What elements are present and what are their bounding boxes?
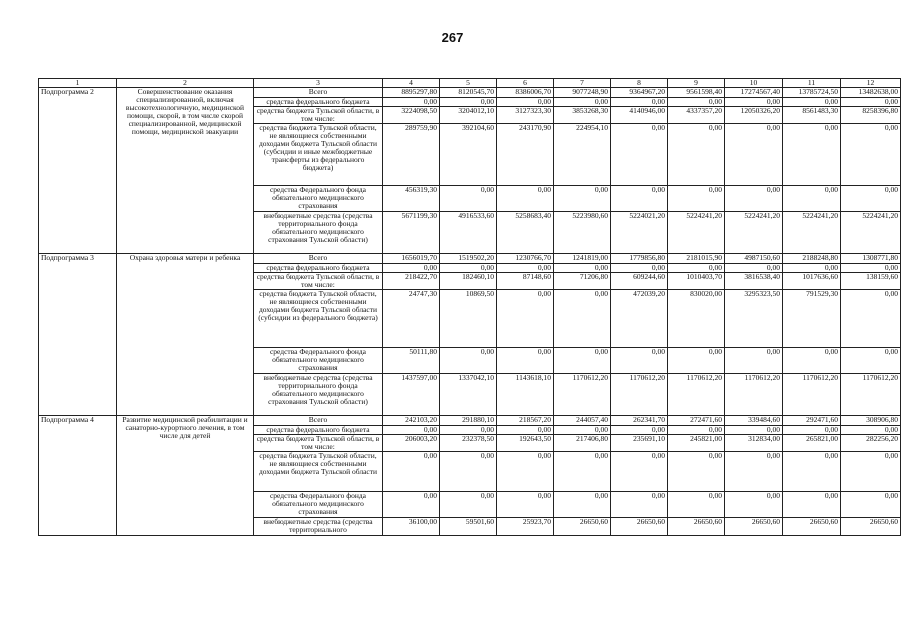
table-row	[39, 88, 901, 98]
amount-cell: 0,00	[783, 264, 841, 273]
amount-cell: 0,00	[554, 426, 611, 435]
amount-cell: 392104,60	[440, 124, 497, 186]
amount-cell: 0,00	[668, 186, 725, 212]
amount-cell: 0,00	[783, 124, 841, 186]
amount-cell: 192643,50	[497, 435, 554, 452]
amount-cell: 1170612,20	[611, 374, 668, 416]
amount-cell: 13785724,50	[783, 88, 841, 98]
amount-cell: 0,00	[841, 98, 901, 107]
amount-cell: 26650,60	[841, 518, 901, 536]
amount-cell: 242103,20	[383, 416, 440, 426]
amount-cell: 308906,80	[841, 416, 901, 426]
amount-cell: 5224021,20	[611, 212, 668, 254]
amount-cell: 0,00	[383, 426, 440, 435]
amount-cell: 1519502,20	[440, 254, 497, 264]
amount-cell: 1170612,20	[725, 374, 783, 416]
amount-cell: 0,00	[497, 348, 554, 374]
amount-cell: 26650,60	[668, 518, 725, 536]
amount-cell: 232378,50	[440, 435, 497, 452]
amount-cell: 0,00	[611, 426, 668, 435]
column-header: 3	[254, 79, 383, 88]
funding-source: Всего	[254, 416, 383, 426]
funding-source: внебюджетные средства (средства территориального фонда обязательного медицинского страхования Тульской области)	[254, 374, 383, 416]
amount-cell: 0,00	[440, 426, 497, 435]
column-header: 4	[383, 79, 440, 88]
amount-cell: 59501,60	[440, 518, 497, 536]
amount-cell: 3224098,50	[383, 107, 440, 124]
amount-cell: 0,00	[497, 98, 554, 107]
amount-cell: 609244,60	[611, 273, 668, 290]
amount-cell: 292471,60	[783, 416, 841, 426]
amount-cell: 312834,00	[725, 435, 783, 452]
amount-cell: 13482638,00	[841, 88, 901, 98]
amount-cell: 8386006,70	[497, 88, 554, 98]
amount-cell: 87148,60	[497, 273, 554, 290]
amount-cell: 265821,00	[783, 435, 841, 452]
amount-cell: 0,00	[440, 186, 497, 212]
amount-cell: 0,00	[725, 98, 783, 107]
amount-cell: 10869,50	[440, 290, 497, 348]
amount-cell: 0,00	[611, 186, 668, 212]
amount-cell: 1656019,70	[383, 254, 440, 264]
amount-cell: 0,00	[611, 348, 668, 374]
amount-cell: 218422,70	[383, 273, 440, 290]
amount-cell: 2188248,80	[783, 254, 841, 264]
amount-cell: 25923,70	[497, 518, 554, 536]
amount-cell: 8258396,80	[841, 107, 901, 124]
amount-cell: 0,00	[783, 426, 841, 435]
amount-cell: 0,00	[554, 452, 611, 492]
amount-cell: 224954,10	[554, 124, 611, 186]
amount-cell: 0,00	[841, 264, 901, 273]
amount-cell: 0,00	[783, 452, 841, 492]
amount-cell: 5224241,20	[841, 212, 901, 254]
program-label: Подпрограмма 2	[39, 88, 117, 254]
amount-cell: 0,00	[783, 492, 841, 518]
amount-cell: 24747,30	[383, 290, 440, 348]
amount-cell: 291880,10	[440, 416, 497, 426]
amount-cell: 4140946,00	[611, 107, 668, 124]
funding-source: средства бюджета Тульской области, в том числе:	[254, 107, 383, 124]
amount-cell: 8895297,80	[383, 88, 440, 98]
amount-cell: 1170612,20	[554, 374, 611, 416]
program-name: Совершенствование оказания специализированной, включая высокотехнологичную, медицинской помощи, скорой, в том числе скорой специализированной, медицинской помощи, медицинской эвакуации	[117, 88, 254, 254]
amount-cell: 0,00	[841, 290, 901, 348]
amount-cell: 1143618,10	[497, 374, 554, 416]
amount-cell: 3295323,50	[725, 290, 783, 348]
budget-table	[38, 78, 901, 536]
amount-cell: 0,00	[841, 186, 901, 212]
amount-cell: 9364967,20	[611, 88, 668, 98]
amount-cell: 26650,60	[611, 518, 668, 536]
amount-cell: 0,00	[668, 124, 725, 186]
table-body	[39, 88, 901, 536]
amount-cell: 4337357,20	[668, 107, 725, 124]
table-row	[39, 254, 901, 264]
amount-cell: 1230766,70	[497, 254, 554, 264]
amount-cell: 0,00	[668, 264, 725, 273]
amount-cell: 0,00	[841, 348, 901, 374]
amount-cell: 3204012,10	[440, 107, 497, 124]
amount-cell: 0,00	[554, 98, 611, 107]
amount-cell: 1241819,00	[554, 254, 611, 264]
amount-cell: 2181015,90	[668, 254, 725, 264]
program-label: Подпрограмма 3	[39, 254, 117, 416]
funding-source: средства бюджета Тульской области, не являющиеся собственными доходами бюджета Тульской области (субсидии из федерального бюджета)	[254, 290, 383, 348]
amount-cell: 26650,60	[554, 518, 611, 536]
amount-cell: 0,00	[440, 98, 497, 107]
amount-cell: 0,00	[554, 290, 611, 348]
amount-cell: 0,00	[725, 492, 783, 518]
column-header: 7	[554, 79, 611, 88]
funding-source: Всего	[254, 88, 383, 98]
amount-cell: 0,00	[841, 492, 901, 518]
program-label: Подпрограмма 4	[39, 416, 117, 536]
funding-source: средства Федерального фонда обязательного медицинского страхования	[254, 186, 383, 212]
amount-cell: 0,00	[611, 98, 668, 107]
funding-source: средства Федерального фонда обязательного медицинского страхования	[254, 348, 383, 374]
funding-source: внебюджетные средства (средства территориального	[254, 518, 383, 536]
amount-cell: 1170612,20	[841, 374, 901, 416]
amount-cell: 0,00	[611, 264, 668, 273]
program-name: Развитие медицинской реабилитации и санаторно-курортного лечения, в том числе для детей	[117, 416, 254, 536]
amount-cell: 217406,80	[554, 435, 611, 452]
amount-cell: 0,00	[725, 426, 783, 435]
amount-cell: 0,00	[611, 492, 668, 518]
amount-cell: 0,00	[725, 186, 783, 212]
amount-cell: 456319,30	[383, 186, 440, 212]
amount-cell: 0,00	[668, 452, 725, 492]
amount-cell: 289759,90	[383, 124, 440, 186]
funding-source: средства Федерального фонда обязательного медицинского страхования	[254, 492, 383, 518]
amount-cell: 0,00	[725, 124, 783, 186]
amount-cell: 0,00	[668, 98, 725, 107]
page-number: 267	[441, 30, 464, 45]
amount-cell: 12050326,20	[725, 107, 783, 124]
amount-cell: 830020,00	[668, 290, 725, 348]
amount-cell: 244057,40	[554, 416, 611, 426]
amount-cell: 218567,20	[497, 416, 554, 426]
amount-cell: 1017636,60	[783, 273, 841, 290]
amount-cell: 0,00	[668, 492, 725, 518]
amount-cell: 0,00	[440, 452, 497, 492]
amount-cell: 235691,10	[611, 435, 668, 452]
funding-source: средства бюджета Тульской области, не являющиеся собственными доходами бюджета Тульской области	[254, 452, 383, 492]
amount-cell: 4987150,60	[725, 254, 783, 264]
amount-cell: 9077248,90	[554, 88, 611, 98]
amount-cell: 3853268,30	[554, 107, 611, 124]
amount-cell: 243170,90	[497, 124, 554, 186]
amount-cell: 1337042,10	[440, 374, 497, 416]
amount-cell: 0,00	[725, 264, 783, 273]
amount-cell: 262341,70	[611, 416, 668, 426]
amount-cell: 5258683,40	[497, 212, 554, 254]
amount-cell: 0,00	[554, 264, 611, 273]
amount-cell: 0,00	[841, 452, 901, 492]
amount-cell: 1779856,80	[611, 254, 668, 264]
amount-cell: 0,00	[725, 348, 783, 374]
amount-cell: 5224241,20	[783, 212, 841, 254]
amount-cell: 0,00	[668, 348, 725, 374]
amount-cell: 0,00	[383, 264, 440, 273]
amount-cell: 0,00	[783, 186, 841, 212]
amount-cell: 1437597,00	[383, 374, 440, 416]
amount-cell: 245821,00	[668, 435, 725, 452]
amount-cell: 71206,80	[554, 273, 611, 290]
amount-cell: 1170612,20	[783, 374, 841, 416]
amount-cell: 8120545,70	[440, 88, 497, 98]
amount-cell: 1010403,70	[668, 273, 725, 290]
amount-cell: 791529,30	[783, 290, 841, 348]
column-header: 6	[497, 79, 554, 88]
amount-cell: 0,00	[497, 492, 554, 518]
amount-cell: 0,00	[497, 426, 554, 435]
amount-cell: 0,00	[554, 492, 611, 518]
amount-cell: 5224241,20	[668, 212, 725, 254]
column-header: 12	[841, 79, 901, 88]
program-name: Охрана здоровья матери и ребенка	[117, 254, 254, 416]
amount-cell: 0,00	[440, 348, 497, 374]
amount-cell: 472039,20	[611, 290, 668, 348]
amount-cell: 9561598,40	[668, 88, 725, 98]
amount-cell: 206003,20	[383, 435, 440, 452]
amount-cell: 0,00	[841, 426, 901, 435]
amount-cell: 0,00	[383, 452, 440, 492]
amount-cell: 3816538,40	[725, 273, 783, 290]
amount-cell: 0,00	[497, 452, 554, 492]
amount-cell: 0,00	[554, 348, 611, 374]
amount-cell: 0,00	[497, 186, 554, 212]
funding-source: внебюджетные средства (средства территориального фонда обязательного медицинского страхования Тульской области)	[254, 212, 383, 254]
amount-cell: 0,00	[440, 264, 497, 273]
amount-cell: 0,00	[383, 98, 440, 107]
amount-cell: 182460,10	[440, 273, 497, 290]
amount-cell: 1308771,80	[841, 254, 901, 264]
column-header: 5	[440, 79, 497, 88]
amount-cell: 17274567,40	[725, 88, 783, 98]
amount-cell: 3127323,30	[497, 107, 554, 124]
funding-source: средства федерального бюджета	[254, 98, 383, 107]
amount-cell: 4916533,60	[440, 212, 497, 254]
amount-cell: 50111,80	[383, 348, 440, 374]
amount-cell: 1170612,20	[668, 374, 725, 416]
amount-cell: 0,00	[611, 124, 668, 186]
table-row	[39, 416, 901, 426]
amount-cell: 5224241,20	[725, 212, 783, 254]
funding-source: средства бюджета Тульской области, в том числе:	[254, 435, 383, 452]
amount-cell: 0,00	[497, 290, 554, 348]
amount-cell: 0,00	[725, 452, 783, 492]
amount-cell: 26650,60	[725, 518, 783, 536]
amount-cell: 5223980,60	[554, 212, 611, 254]
amount-cell: 36100,00	[383, 518, 440, 536]
column-header: 1	[39, 79, 117, 88]
amount-cell: 5671199,30	[383, 212, 440, 254]
amount-cell: 0,00	[440, 492, 497, 518]
amount-cell: 26650,60	[783, 518, 841, 536]
amount-cell: 0,00	[783, 348, 841, 374]
amount-cell: 0,00	[383, 492, 440, 518]
funding-source: средства бюджета Тульской области, в том числе:	[254, 273, 383, 290]
amount-cell: 272471,60	[668, 416, 725, 426]
column-header: 9	[668, 79, 725, 88]
amount-cell: 339484,60	[725, 416, 783, 426]
amount-cell: 0,00	[611, 452, 668, 492]
column-header: 10	[725, 79, 783, 88]
funding-source: средства федерального бюджета	[254, 426, 383, 435]
funding-source: средства федерального бюджета	[254, 264, 383, 273]
amount-cell: 0,00	[554, 186, 611, 212]
funding-source: средства бюджета Тульской области, не являющиеся собственными доходами бюджета Тульской области (субсидии и иные межбюджетные трансферты из федерального бюджета)	[254, 124, 383, 186]
amount-cell: 0,00	[668, 426, 725, 435]
amount-cell: 138159,60	[841, 273, 901, 290]
amount-cell: 282256,20	[841, 435, 901, 452]
column-header: 8	[611, 79, 668, 88]
amount-cell: 8561483,30	[783, 107, 841, 124]
amount-cell: 0,00	[783, 98, 841, 107]
amount-cell: 0,00	[497, 264, 554, 273]
funding-source: Всего	[254, 254, 383, 264]
amount-cell: 0,00	[841, 124, 901, 186]
column-header: 2	[117, 79, 254, 88]
column-header: 11	[783, 79, 841, 88]
